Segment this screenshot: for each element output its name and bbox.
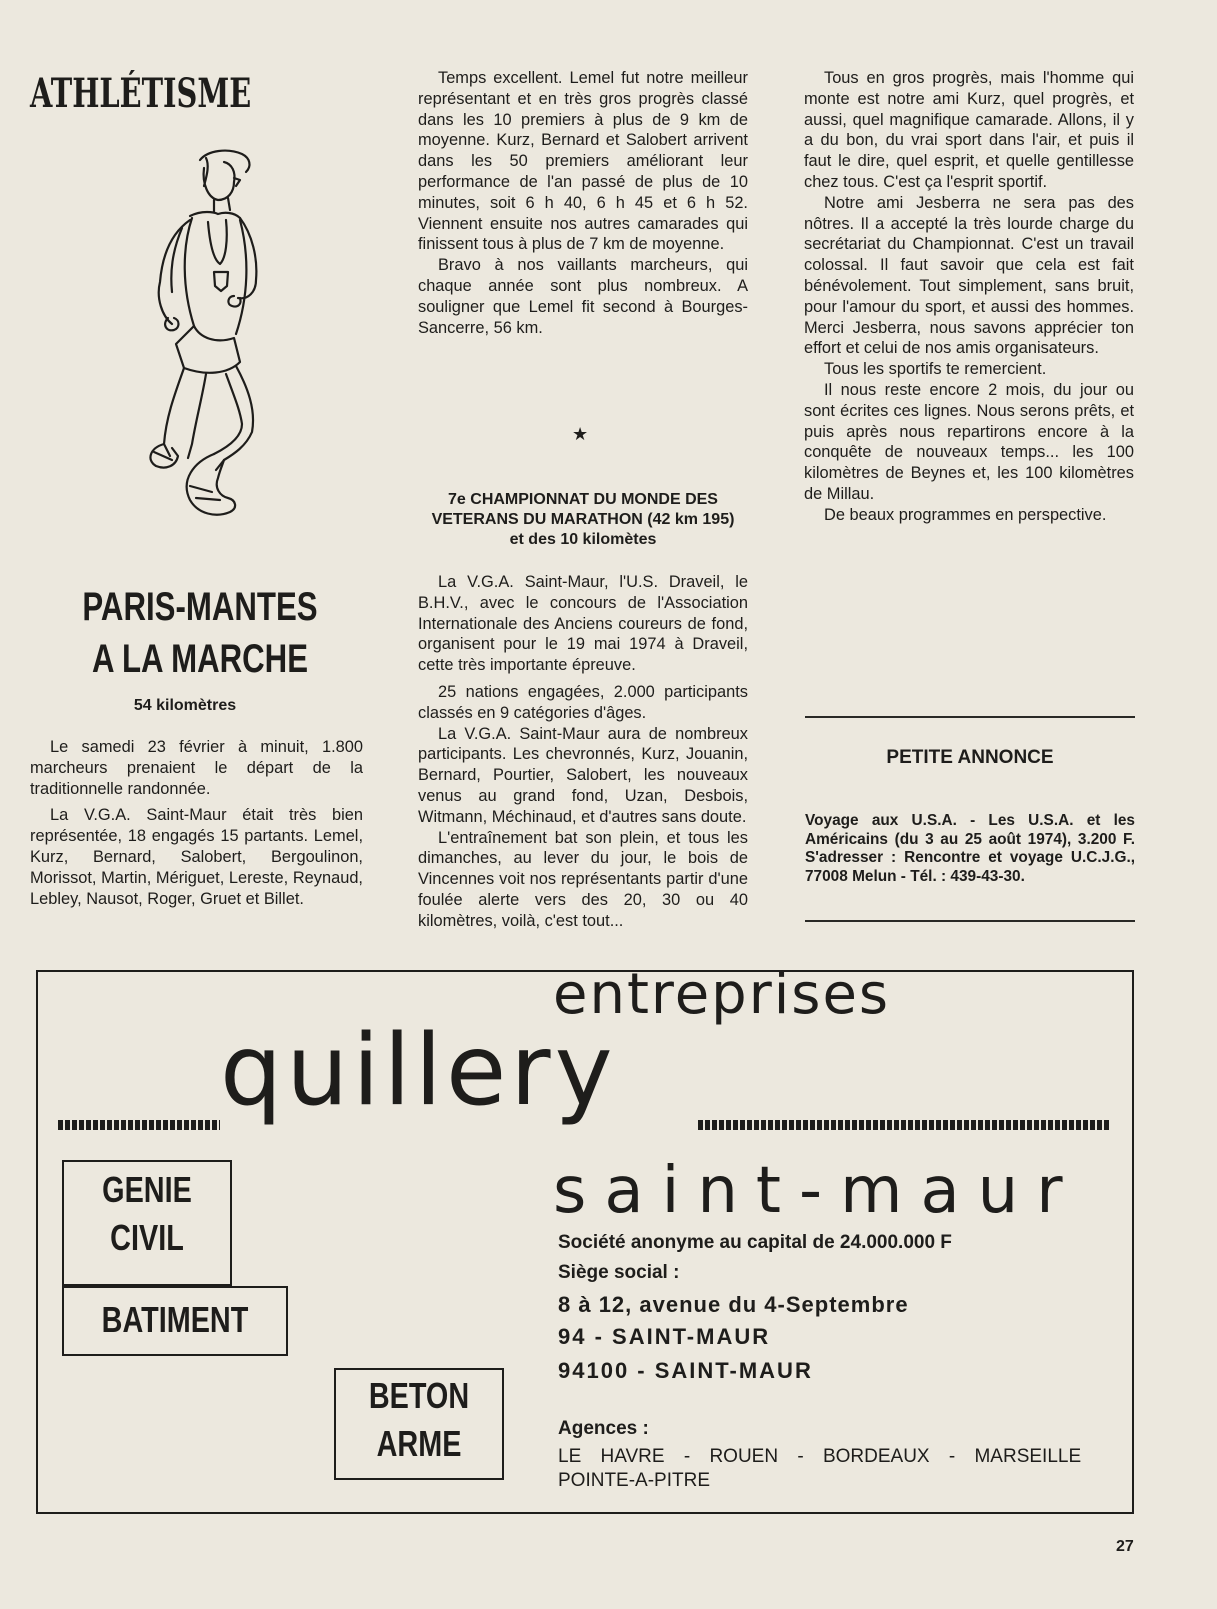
batiment-box bbox=[62, 1286, 288, 1356]
genie-line: GENIE bbox=[102, 1169, 192, 1210]
championship-heading-line-1: 7e CHAMPIONNAT DU MONDE DES bbox=[448, 491, 718, 508]
paragraph: La V.G.A. Saint-Maur aura de nombreux participants. Les chevronnés, Kurz, Jouanin, Bernard, Pourtier, Salobert, les nouveaux venus au grand fond, Uzan, Desbois, Witmann, Méchinaud, et d'autres sans doute. bbox=[418, 724, 748, 826]
genie-civil-box bbox=[62, 1160, 232, 1286]
column-2 bbox=[418, 68, 748, 338]
paragraph: Bravo à nos vaillants marcheurs, qui chaque année sont plus nombreux. A souligner que Lemel fit second à Bourges-Sancerre, 56 km. bbox=[418, 256, 748, 337]
ad-capital: Société anonyme au capital de 24.000.000 F bbox=[558, 1232, 952, 1253]
beton-arme-box bbox=[334, 1368, 504, 1480]
ad-address-1: 8 à 12, avenue du 4-Septembre bbox=[558, 1292, 909, 1317]
column-2-continued bbox=[418, 572, 748, 932]
civil-line: CIVIL bbox=[110, 1217, 184, 1258]
ad-address-2: 94 - SAINT-MAUR bbox=[558, 1324, 771, 1349]
paragraph: 25 nations engagées, 2.000 participants classés en 9 catégories d'âges. bbox=[418, 682, 748, 722]
paragraph: De beaux programmes en perspective. bbox=[824, 505, 1107, 524]
batiment-line: BATIMENT bbox=[101, 1299, 249, 1340]
article-title-line-1: PARIS-MANTES bbox=[82, 585, 318, 629]
column-3 bbox=[804, 68, 1134, 526]
championship-heading-line-2: VETERANS DU MARATHON (42 km 195) bbox=[431, 511, 735, 528]
article-title-line-2: A LA MARCHE bbox=[91, 637, 309, 681]
race-walker-illustration bbox=[110, 148, 270, 548]
paragraph: La V.G.A. Saint-Maur était très bien représentée, 18 engagés 15 partants. Lemel, Kurz, Bernard, Salobert, Bergoulinon, Morissot, Martin, Mériguet, Lereste, Reynaud, Lebley, Nausot, Roger, Gruet et Billet. bbox=[30, 806, 363, 908]
ad-agences-line-2: POINTE-A-PITRE bbox=[558, 1470, 711, 1491]
dotted-rule-left bbox=[58, 1120, 220, 1130]
classified-title: PETITE ANNONCE bbox=[886, 747, 1054, 768]
ad-saint-maur: saint-maur bbox=[553, 1154, 1081, 1228]
column-1 bbox=[30, 737, 363, 909]
paragraph: Tous en gros progrès, mais l'homme qui monte est notre ami Kurz, quel progrès, et aussi, quel magnifique camarade. Allons, il y a du bon, du vrai sport dans l'air, et puis il faut le dire, quel esprit, et quelle gentillesse chez tous. C'est ça l'esprit sportif. bbox=[804, 69, 1134, 191]
ad-agences-line-1: LE HAVRE - ROUEN - BORDEAUX - MARSEILLE bbox=[558, 1446, 1082, 1467]
championship-heading-line-3: et des 10 kilomètes bbox=[509, 531, 657, 548]
ad-address-3: 94100 - SAINT-MAUR bbox=[558, 1358, 813, 1383]
beton-line: BETON bbox=[368, 1375, 470, 1416]
paragraph: Tous les sportifs te remercient. bbox=[824, 360, 1047, 379]
paragraph: La V.G.A. Saint-Maur, l'U.S. Draveil, le B.H.V., avec le concours de l'Association Internationale des Anciens coureurs de fond, organisent pour le 19 mai 1974 à Draveil, cette très importante épreuve. bbox=[418, 573, 748, 675]
paragraph: Temps excellent. Lemel fut notre meilleur représentant et en très gros progrès classé dans les 10 premiers à plus de 9 km de moyenne. Kurz, Bernard et Salobert arrivent dans les 50 premiers améliorant leur performance de l'an passé de plus de 10 minutes, soit 6 h 40, 6 h 45 et 6 h 52. Viennent ensuite nos autres camarades qui finissent tous à plus de 7 km de moyenne. bbox=[418, 69, 748, 254]
ad-entreprises: entreprises bbox=[553, 962, 891, 1027]
ad-agences-label: Agences : bbox=[558, 1418, 649, 1439]
divider bbox=[805, 716, 1135, 718]
paragraph: L'entraînement bat son plein, et tous les dimanches, au lever du jour, le bois de Vincennes voit nos représentants partir d'une foulée alerte vers des 20, 30 ou 40 kilomètres, voilà, c'est tout... bbox=[418, 828, 748, 930]
advertisement-box bbox=[36, 962, 1134, 1514]
paragraph: Notre ami Jesberra ne sera pas des nôtres. Il a accepté la très lourde charge du secrétariat du Championnat. C'est un travail colossal. Il faut savoir que cela est fait bénévolement. Tout simplement, sans bruit, pour l'amour du sport, et aussi des hommes. Merci Jesberra, nous savons apprécier ton effort et celui de nos amis organisateurs. bbox=[804, 193, 1134, 358]
divider bbox=[805, 920, 1135, 922]
paragraph: Le samedi 23 février à minuit, 1.800 marcheurs prenaient le départ de la traditionnelle randonnée. bbox=[30, 738, 363, 798]
dotted-rule-right bbox=[698, 1120, 1110, 1130]
arme-line: ARME bbox=[376, 1423, 462, 1464]
section-title: ATHLÉTISME bbox=[30, 70, 252, 117]
page-number: 27 bbox=[1116, 1538, 1134, 1555]
separator-star: ★ bbox=[572, 424, 589, 444]
classified-body: Voyage aux U.S.A. - Les U.S.A. et les Américains (du 3 au 25 août 1974), 3.200 F. S'adresser : Rencontre et voyage U.C.J.G., 77008 Melun - Tél. : 439-43-30. bbox=[805, 812, 1135, 885]
ad-siege-label: Siège social : bbox=[558, 1262, 680, 1283]
paragraph: Il nous reste encore 2 mois, du jour ou sont écrites ces lignes. Nous serons prêts, et puis après nous repartirons encore à la conquête de nouveaux temps... les 100 kilomètres de Beynes et, les 100 kilomètres de Millau. bbox=[804, 380, 1134, 503]
article-subtitle: 54 kilomètres bbox=[133, 697, 237, 714]
ad-quillery: quillery bbox=[220, 1014, 617, 1128]
championship-heading bbox=[408, 490, 758, 550]
